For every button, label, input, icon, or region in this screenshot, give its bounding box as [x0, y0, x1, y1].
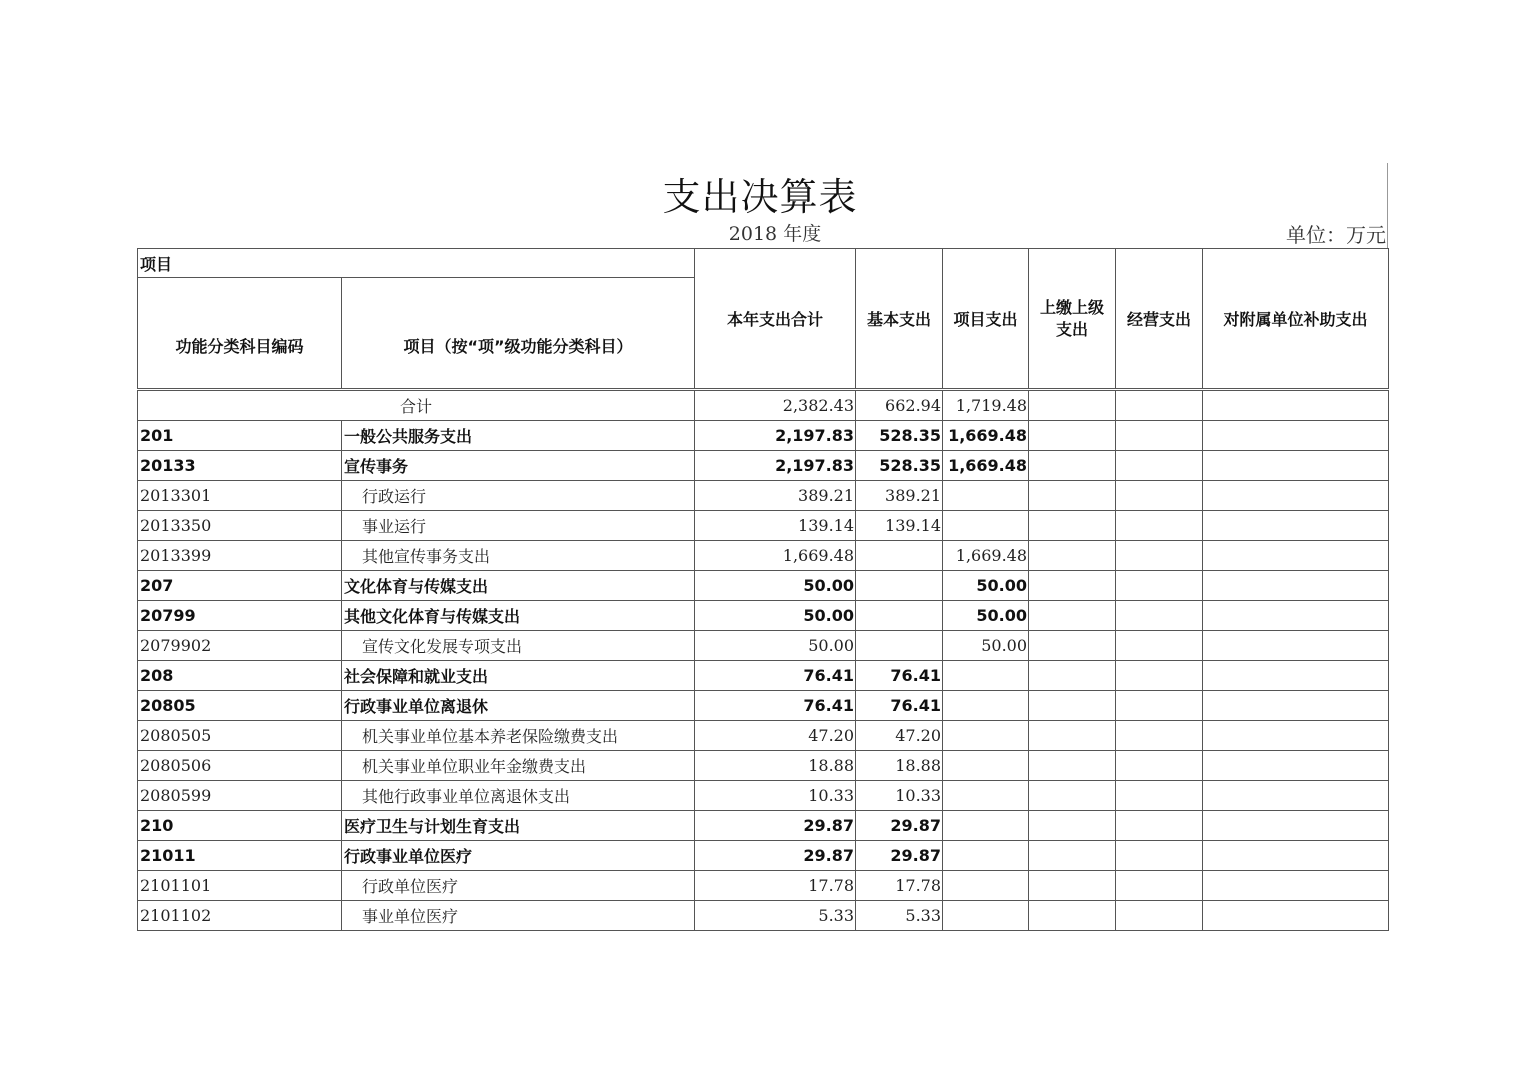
- row-upper: [1029, 481, 1116, 511]
- total-value: 2,382.43: [695, 391, 856, 421]
- row-business: [1116, 481, 1203, 511]
- row-subsidy: [1203, 811, 1389, 841]
- row-upper: [1029, 781, 1116, 811]
- row-basic: 76.41: [856, 661, 943, 691]
- row-code: 2013301: [138, 481, 342, 511]
- row-upper: [1029, 871, 1116, 901]
- row-code: 2080599: [138, 781, 342, 811]
- row-total: 76.41: [695, 661, 856, 691]
- row-business: [1116, 661, 1203, 691]
- expenditure-table: [137, 248, 1389, 931]
- row-code: 207: [138, 571, 342, 601]
- row-basic: 389.21: [856, 481, 943, 511]
- row-total: 389.21: [695, 481, 856, 511]
- row-total: 2,197.83: [695, 421, 856, 451]
- row-name: 机关事业单位职业年金缴费支出: [342, 751, 695, 781]
- row-subsidy: [1203, 631, 1389, 661]
- header-border-line: [1387, 163, 1388, 249]
- row-total: 50.00: [695, 571, 856, 601]
- row-code: 208: [138, 661, 342, 691]
- row-total: 5.33: [695, 901, 856, 931]
- row-subsidy: [1203, 781, 1389, 811]
- row-business: [1116, 721, 1203, 751]
- row-name: 医疗卫生与计划生育支出: [342, 811, 695, 841]
- row-upper: [1029, 421, 1116, 451]
- row-subsidy: [1203, 541, 1389, 571]
- total-project: 1,719.48: [943, 391, 1029, 421]
- row-project: [943, 901, 1029, 931]
- table-row: [138, 541, 1389, 571]
- row-basic: [856, 601, 943, 631]
- table-row: [138, 421, 1389, 451]
- row-code: 21011: [138, 841, 342, 871]
- row-name: 行政运行: [342, 481, 695, 511]
- row-basic: 47.20: [856, 721, 943, 751]
- row-subsidy: [1203, 601, 1389, 631]
- row-project: [943, 511, 1029, 541]
- row-subsidy: [1203, 571, 1389, 601]
- row-upper: [1029, 721, 1116, 751]
- row-total: 29.87: [695, 841, 856, 871]
- row-code: 20133: [138, 451, 342, 481]
- row-upper: [1029, 601, 1116, 631]
- row-total: 50.00: [695, 631, 856, 661]
- row-project: [943, 751, 1029, 781]
- header-basic: 基本支出: [856, 249, 943, 389]
- header-project-expense: 项目支出: [943, 249, 1029, 389]
- row-code: 2101102: [138, 901, 342, 931]
- row-subsidy: [1203, 901, 1389, 931]
- page-title: 支出决算表: [662, 175, 858, 219]
- unit-label: 单位：万元: [1286, 223, 1386, 247]
- row-project: [943, 781, 1029, 811]
- row-basic: 139.14: [856, 511, 943, 541]
- row-total: 76.41: [695, 691, 856, 721]
- row-total: 2,197.83: [695, 451, 856, 481]
- row-name: 一般公共服务支出: [342, 421, 695, 451]
- row-business: [1116, 541, 1203, 571]
- row-business: [1116, 781, 1203, 811]
- row-upper: [1029, 631, 1116, 661]
- table-row: [138, 511, 1389, 541]
- row-code: 2080506: [138, 751, 342, 781]
- total-basic: 662.94: [856, 391, 943, 421]
- row-basic: 10.33: [856, 781, 943, 811]
- row-name: 宣传事务: [342, 451, 695, 481]
- row-total: 47.20: [695, 721, 856, 751]
- total-label: 合计: [138, 391, 695, 421]
- row-project: 1,669.48: [943, 451, 1029, 481]
- row-subsidy: [1203, 751, 1389, 781]
- row-subsidy: [1203, 511, 1389, 541]
- header-subsidy: 对附属单位补助支出: [1203, 249, 1389, 389]
- row-basic: 17.78: [856, 871, 943, 901]
- header-name: 项目（按“项”级功能分类科目）: [342, 278, 695, 389]
- row-project: [943, 691, 1029, 721]
- total-row: [138, 391, 1389, 421]
- row-basic: [856, 541, 943, 571]
- fiscal-year: 2018 年度: [728, 223, 822, 245]
- table-row: [138, 841, 1389, 871]
- total-business: [1116, 391, 1203, 421]
- row-upper: [1029, 691, 1116, 721]
- row-business: [1116, 511, 1203, 541]
- total-upper: [1029, 391, 1116, 421]
- row-project: 50.00: [943, 601, 1029, 631]
- row-project: 1,669.48: [943, 421, 1029, 451]
- row-project: [943, 721, 1029, 751]
- row-name: 机关事业单位基本养老保险缴费支出: [342, 721, 695, 751]
- row-project: [943, 841, 1029, 871]
- row-upper: [1029, 541, 1116, 571]
- row-name: 其他行政事业单位离退休支出: [342, 781, 695, 811]
- row-upper: [1029, 511, 1116, 541]
- row-total: 10.33: [695, 781, 856, 811]
- table-row: [138, 751, 1389, 781]
- row-basic: 528.35: [856, 451, 943, 481]
- row-upper: [1029, 901, 1116, 931]
- row-subsidy: [1203, 421, 1389, 451]
- table-row: [138, 571, 1389, 601]
- row-subsidy: [1203, 451, 1389, 481]
- row-upper: [1029, 661, 1116, 691]
- row-name: 行政单位医疗: [342, 871, 695, 901]
- row-basic: 29.87: [856, 841, 943, 871]
- row-basic: [856, 571, 943, 601]
- row-name: 事业运行: [342, 511, 695, 541]
- row-business: [1116, 601, 1203, 631]
- table-row: [138, 661, 1389, 691]
- row-basic: 5.33: [856, 901, 943, 931]
- row-business: [1116, 751, 1203, 781]
- row-business: [1116, 691, 1203, 721]
- row-total: 18.88: [695, 751, 856, 781]
- row-name: 事业单位医疗: [342, 901, 695, 931]
- row-project: [943, 811, 1029, 841]
- row-business: [1116, 451, 1203, 481]
- row-business: [1116, 811, 1203, 841]
- row-code: 201: [138, 421, 342, 451]
- row-name: 其他文化体育与传媒支出: [342, 601, 695, 631]
- row-business: [1116, 631, 1203, 661]
- row-business: [1116, 871, 1203, 901]
- row-subsidy: [1203, 841, 1389, 871]
- row-subsidy: [1203, 481, 1389, 511]
- row-subsidy: [1203, 721, 1389, 751]
- row-code: 2079902: [138, 631, 342, 661]
- table-row: [138, 811, 1389, 841]
- total-subsidy: [1203, 391, 1389, 421]
- row-project: 50.00: [943, 631, 1029, 661]
- row-project: [943, 481, 1029, 511]
- row-code: 210: [138, 811, 342, 841]
- row-code: 2101101: [138, 871, 342, 901]
- table-row: [138, 451, 1389, 481]
- table-row: [138, 781, 1389, 811]
- row-name: 文化体育与传媒支出: [342, 571, 695, 601]
- row-total: 29.87: [695, 811, 856, 841]
- row-code: 2013399: [138, 541, 342, 571]
- row-basic: 528.35: [856, 421, 943, 451]
- row-code: 20799: [138, 601, 342, 631]
- row-subsidy: [1203, 871, 1389, 901]
- header-project: 项目: [138, 249, 695, 278]
- row-name: 行政事业单位医疗: [342, 841, 695, 871]
- row-business: [1116, 901, 1203, 931]
- row-subsidy: [1203, 691, 1389, 721]
- row-project: 1,669.48: [943, 541, 1029, 571]
- row-total: 17.78: [695, 871, 856, 901]
- row-code: 2013350: [138, 511, 342, 541]
- row-upper: [1029, 571, 1116, 601]
- row-basic: [856, 631, 943, 661]
- row-name: 社会保障和就业支出: [342, 661, 695, 691]
- row-upper: [1029, 811, 1116, 841]
- table-row: [138, 691, 1389, 721]
- row-basic: 29.87: [856, 811, 943, 841]
- row-name: 行政事业单位离退休: [342, 691, 695, 721]
- table-row: [138, 901, 1389, 931]
- table-row: [138, 601, 1389, 631]
- row-project: 50.00: [943, 571, 1029, 601]
- row-upper: [1029, 751, 1116, 781]
- row-business: [1116, 421, 1203, 451]
- row-total: 50.00: [695, 601, 856, 631]
- row-business: [1116, 841, 1203, 871]
- row-business: [1116, 571, 1203, 601]
- table-row: [138, 871, 1389, 901]
- row-name: 宣传文化发展专项支出: [342, 631, 695, 661]
- row-name: 其他宣传事务支出: [342, 541, 695, 571]
- row-basic: 76.41: [856, 691, 943, 721]
- row-subsidy: [1203, 661, 1389, 691]
- row-project: [943, 661, 1029, 691]
- row-upper: [1029, 841, 1116, 871]
- table-row: [138, 721, 1389, 751]
- row-basic: 18.88: [856, 751, 943, 781]
- header-upper: 上缴上级支出: [1029, 249, 1116, 389]
- row-project: [943, 871, 1029, 901]
- row-upper: [1029, 451, 1116, 481]
- row-total: 1,669.48: [695, 541, 856, 571]
- row-code: 2080505: [138, 721, 342, 751]
- header-code: 功能分类科目编码: [138, 278, 342, 389]
- header-business: 经营支出: [1116, 249, 1203, 389]
- table-row: [138, 631, 1389, 661]
- row-total: 139.14: [695, 511, 856, 541]
- header-total: 本年支出合计: [695, 249, 856, 389]
- table-row: [138, 481, 1389, 511]
- row-code: 20805: [138, 691, 342, 721]
